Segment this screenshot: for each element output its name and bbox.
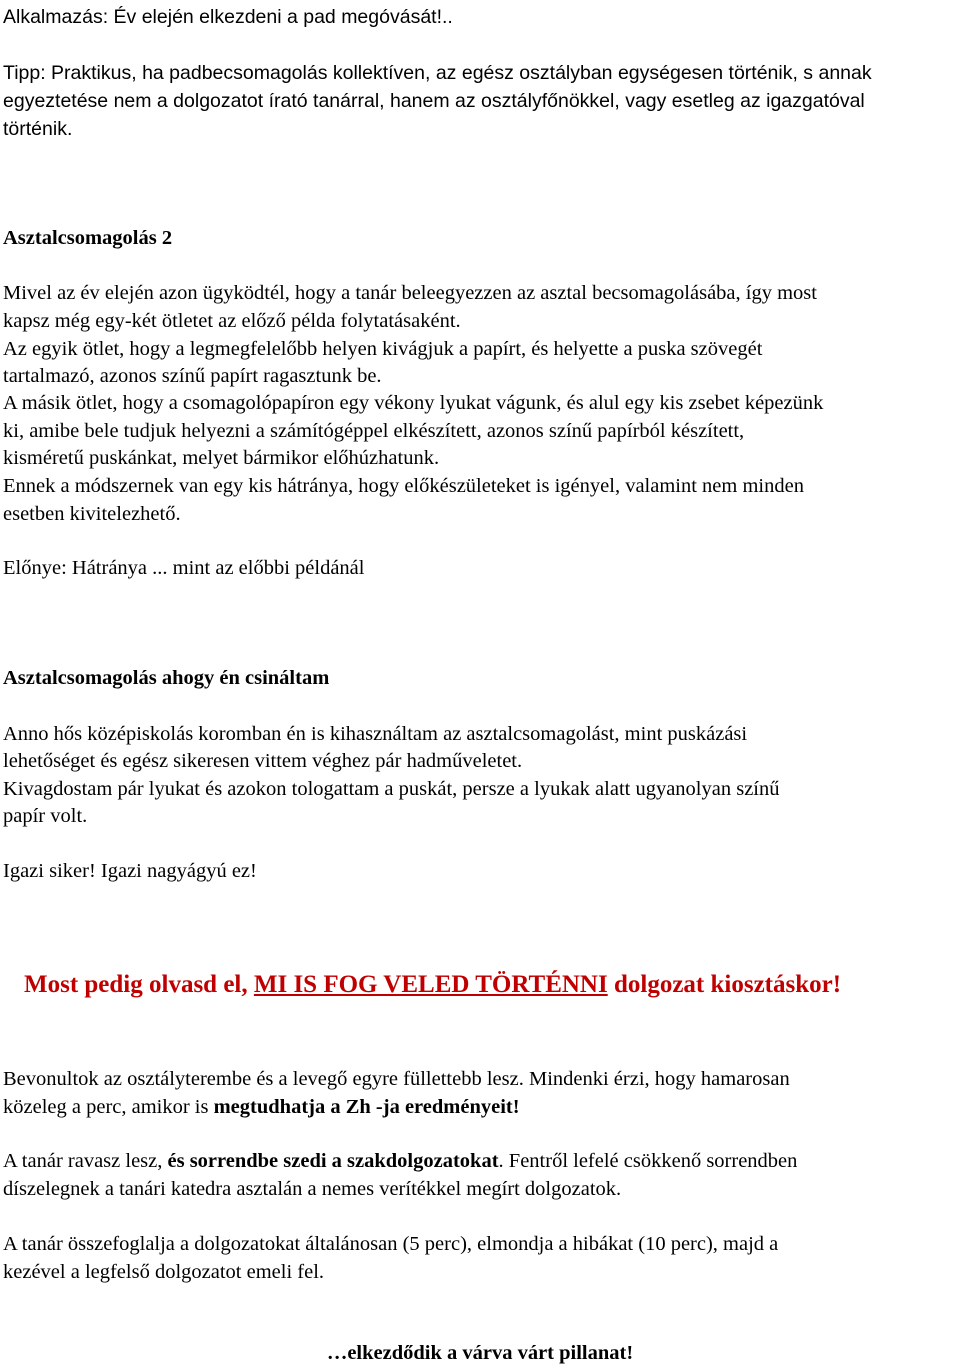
paragraph-line: ki, amibe bele tudjuk helyezni a számítógéppel elkészített, azonos színű papírból készített, [3,420,745,442]
pros-cons-line: Előnye: Hátránya ... mint az előbbi példánál [3,557,365,579]
text-plain: közeleg a perc, amikor is [3,1096,214,1118]
closing-line: …elkezdődik a várva várt pillanat! [326,1342,634,1364]
paragraph-line: A másik ötlet, hogy a csomagolópapíron egy vékony lyukat vágunk, és alul egy kis zsebet képezünk [3,392,824,414]
application-title: Alkalmazás: Év elején elkezdeni a pad megóvását!.. [3,6,453,28]
section-heading-asztalcsomagolas-2: Asztalcsomagolás 2 [3,227,173,249]
tip-line: Tipp: Praktikus, ha padbecsomagolás kollektíven, az egész osztályban egységesen történik, s annak [3,62,872,84]
paragraph-line [3,1149,797,1173]
mi-is-fog-veled-tortenni-link[interactable]: MI IS FOG VELED TÖRTÉNNI [253,971,608,998]
exclaim-line: Igazi siker! Igazi nagyágyú ez! [3,860,257,882]
heading-text-before: Most pedig olvasd el, [24,971,254,998]
paragraph-line: Mivel az év elején azon ügyködtél, hogy a tanár beleegyezzen az asztal becsomagolásába, így most [3,282,817,304]
section-heading-ahogy-en-csinaltam: Asztalcsomagolás ahogy én csináltam [3,667,330,689]
tip-line: egyeztetése nem a dolgozatot írató tanárral, hanem az osztályfőnökkel, vagy esetleg az igazgatóval [3,90,865,112]
paragraph-line: kapsz még egy-két ötletet az előző példa folytatásaként. [3,310,461,332]
paragraph-line: Bevonultok az osztályterembe és a levegő egyre füllettebb lesz. Mindenki érzi, hogy hamarosan [3,1068,790,1090]
paragraph-line: lehetőséget és egész sikeresen vittem véghez pár hadműveletet. [3,750,523,772]
paragraph-line: kisméretű puskánkat, melyet bármikor előhúzhatunk. [3,447,440,469]
paragraph-line: esetben kivitelezhető. [3,503,181,525]
paragraph-line: Anno hős középiskolás koromban én is kihasználtam az asztalcsomagolást, mint puskázási [3,723,748,745]
paragraph-line: díszelegnek a tanári katedra asztalán a nemes verítékkel megírt dolgozatok. [3,1178,622,1200]
paragraph-line: tartalmazó, azonos színű papírt ragasztunk be. [3,365,382,387]
heading-text-after: dolgozat kiosztáskor! [607,971,842,998]
text-plain: . Fentről lefelé csökkenő sorrendben [498,1150,798,1172]
paragraph-line: Ennek a módszernek van egy kis hátránya, hogy előkészületeket is igényel, valamint nem minden [3,475,804,497]
paragraph-line [3,1095,520,1119]
paragraph-line: Az egyik ötlet, hogy a legmegfelelőbb helyen kivágjuk a papírt, és helyette a puska szövegét [3,338,763,360]
paragraph-line: papír volt. [3,805,88,827]
tip-line: történik. [3,118,73,140]
paragraph-line: Kivagdostam pár lyukat és azokon tologattam a puskát, persze a lyukak alatt ugyanolyan színű [3,778,780,800]
text-bold: és sorrendbe szedi a szakdolgozatokat [167,1150,499,1172]
red-call-to-action-heading [24,970,841,1000]
paragraph-line: kezével a legfelső dolgozatot emeli fel. [3,1261,325,1283]
paragraph-line: A tanár összefoglalja a dolgozatokat általánosan (5 perc), elmondja a hibákat (10 perc), majd a [3,1233,779,1255]
text-plain: A tanár ravasz lesz, [3,1150,168,1172]
text-bold: megtudhatja a Zh -ja eredményeit! [213,1096,520,1118]
